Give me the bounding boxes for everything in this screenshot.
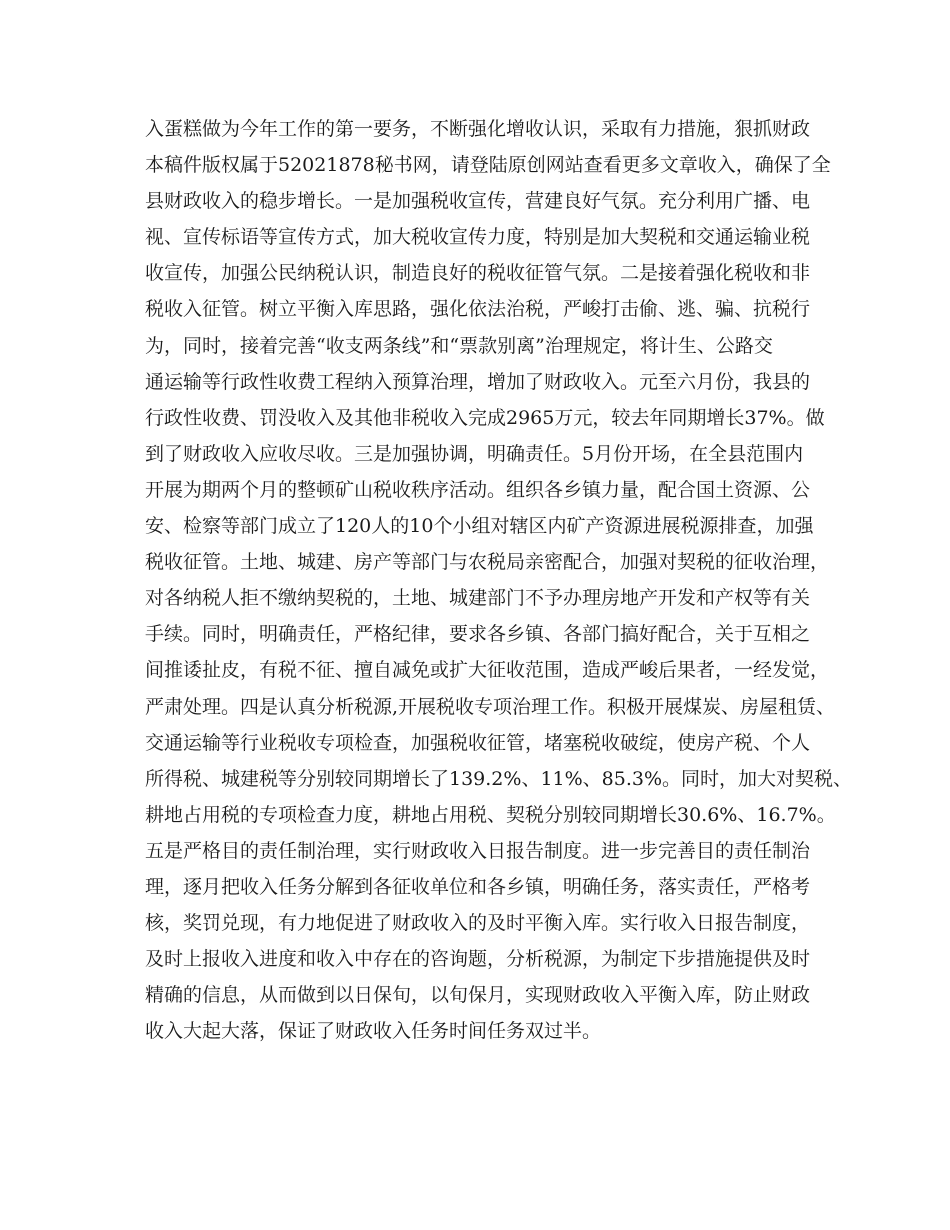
text-line: 视、宣传标语等宣传方式，加大税收宣传力度，特别是加大契税和交通运输业税 (145, 226, 811, 249)
text-line: 安、检察等部门成立了120人的10个小组对辖区内矿产资源进展税源排查，加强 (145, 515, 814, 538)
text-line: 县财政收入的稳步增长。一是加强税收宣传，营建良好气氛。充分利用广播、电 (145, 190, 811, 213)
text-line: 耕地占用税的专项检查力度，耕地占用税、契税分别较同期增长30.6%、16.7%。 (145, 803, 836, 826)
text-line: 收宣传，加强公民纳税认识，制造良好的税收征管气氛。二是接着强化税收和非 (145, 262, 811, 285)
text-line: 开展为期两个月的整顿矿山税收秩序活动。组织各乡镇力量，配合国土资源、公 (145, 478, 811, 501)
text-line: 交通运输等行业税收专项检查，加强税收征管，堵塞税收破绽，使房产税、个人 (145, 731, 811, 754)
text-line: 通运输等行政性收费工程纳入预算治理，增加了财政收入。元至六月份，我县的 (145, 370, 811, 393)
text-line: 五是严格目的责任制治理，实行财政收入日报告制度。进一步完善目的责任制治 (145, 839, 811, 862)
text-line: 严肃处理。四是认真分析税源,开展税收专项治理工作。积极开展煤炭、房屋租赁、 (145, 695, 836, 718)
text-line: 入蛋糕做为今年工作的第一要务，不断强化增收认识，采取有力措施，狠抓财政 (145, 118, 811, 140)
text-line: 理，逐月把收入任务分解到各征收单位和各乡镇，明确任务，落实责任，严格考 (145, 875, 811, 898)
text-line: 及时上报收入进度和收入中存在的咨询题，分析税源，为制定下步措施提供及时 (145, 948, 811, 971)
text-line: 收入大起大落，保证了财政收入任务时间任务双过半。 (145, 1020, 602, 1043)
text-line: 对各纳税人拒不缴纳契税的，土地、城建部门不予办理房地产开发和产权等有关 (145, 587, 811, 610)
text-line: 核，奖罚兑现，有力地促进了财政收入的及时平衡入库。实行收入日报告制度， (145, 912, 811, 935)
text-line: 间推诿扯皮，有税不征、擅自减免或扩大征收范围，造成严峻后果者，一经发觉， (145, 659, 830, 682)
text-line: 行政性收费、罚没收入及其他非税收入完成2965万元，较去年同期增长37%。做 (145, 406, 825, 429)
text-line: 税收入征管。树立平衡入库思路，强化依法治税，严峻打击偷、逃、骗、抗税行 (145, 298, 811, 321)
text-line: 精确的信息，从而做到以日保旬，以旬保月，实现财政收入平衡入库，防止财政 (145, 984, 811, 1007)
text-line: 为，同时，接着完善“收支两条线”和“票款别离”治理规定，将计生、公路交 (145, 334, 773, 357)
text-line: 到了财政收入应收尽收。三是加强协调，明确责任。5月份开场，在全县范围内 (145, 442, 804, 465)
text-line: 本稿件版权属于52021878秘书网，请登陆原创网站查看更多文章收入，确保了全 (145, 154, 831, 177)
text-line: 税收征管。土地、城建、房产等部门与农税局亲密配合，加强对契税的征收治理， (145, 551, 830, 574)
text-line: 手续。同时，明确责任，严格纪律，要求各乡镇、各部门搞好配合，关于互相之 (145, 623, 811, 646)
body-text (145, 111, 853, 1049)
text-line: 所得税、城建税等分别较同期增长了139.2%、11%、85.3%。同时，加大对契税、 (145, 767, 853, 790)
